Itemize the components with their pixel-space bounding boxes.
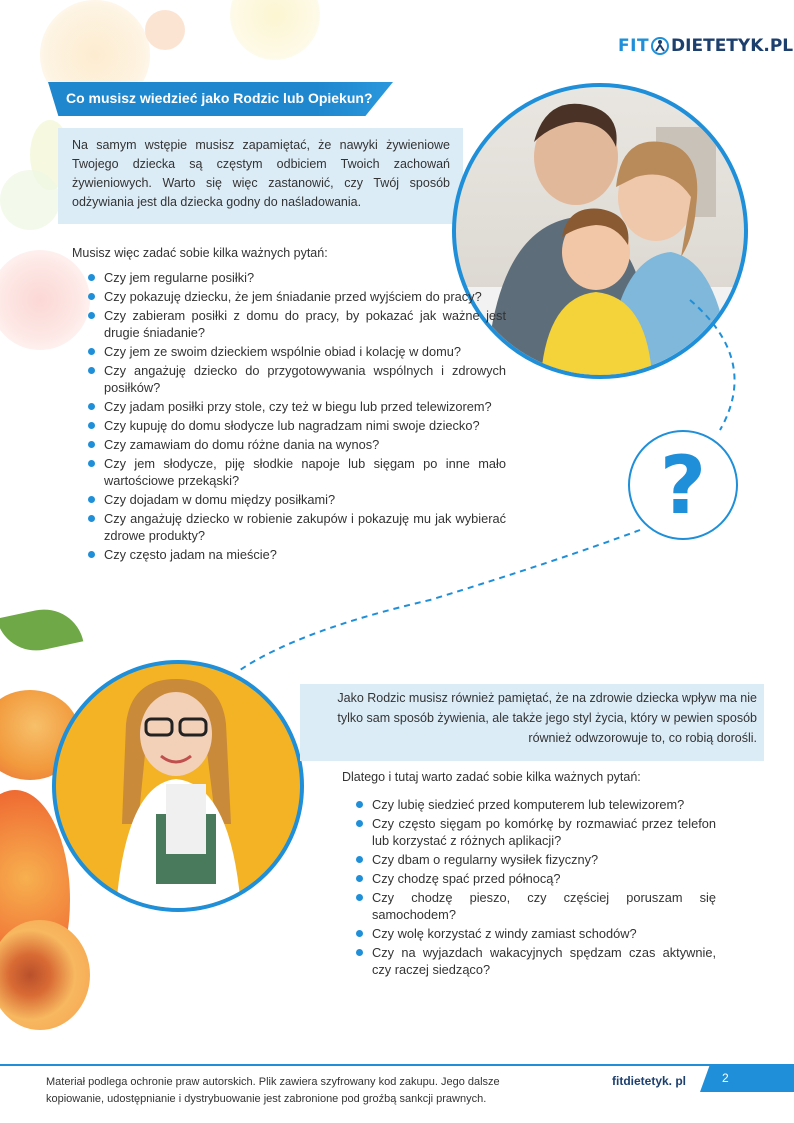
- question-item: Czy często jadam na mieście?: [86, 546, 506, 563]
- page-number-tab: [700, 1066, 794, 1092]
- girl-photo: [52, 660, 304, 912]
- question-item: Czy jadam posiłki przy stole, czy też w biegu lub przed telewizorem?: [86, 398, 506, 415]
- question-item: Czy wolę korzystać z windy zamiast schodów?: [354, 925, 716, 942]
- question-item: Czy jem regularne posiłki?: [86, 269, 506, 286]
- page-number: 2: [722, 1071, 729, 1085]
- copyright-notice: Materiał podlega ochronie praw autorskich. Plik zawiera szyfrowany kod zakupu. Jego dalsze kopiowanie, udostępnianie i dystrybuowanie jest zabronione pod groźbą sankcji prawnych.: [46, 1076, 500, 1105]
- question-item: Czy jem ze swoim dzieckiem wspólnie obiad i kolację w domu?: [86, 343, 506, 360]
- question-item: Czy angażuję dziecko do przygotowywania wspólnych i zdrowych posiłków?: [86, 362, 506, 396]
- question-item: Czy lubię siedzieć przed komputerem lub telewizorem?: [354, 796, 716, 813]
- page-title: Co musisz wiedzieć jako Rodzic lub Opiekun?: [66, 90, 373, 106]
- question-item: Czy dojadam w domu między posiłkami?: [86, 491, 506, 508]
- question-item: Czy zabieram posiłki z domu do pracy, by pokazać jak ważne jest drugie śniadanie?: [86, 307, 506, 341]
- girl-illustration: [56, 664, 300, 908]
- section1-lead: Musisz więc zadać sobie kilka ważnych pytań:: [72, 246, 328, 260]
- question-mark-icon: ?: [659, 438, 707, 532]
- footer-site-link[interactable]: fitdietetyk. pl: [612, 1074, 687, 1088]
- footer-divider: [0, 1064, 794, 1066]
- question-item: Czy pokazuję dziecku, że jem śniadanie przed wyjściem do pracy?: [86, 288, 506, 305]
- question-item: Czy kupuję do domu słodycze lub nagradzam nimi swoje dziecko?: [86, 417, 506, 434]
- question-item: Czy często sięgam po komórkę by rozmawiać przez telefon lub korzystać z różnych aplikacji?: [354, 815, 716, 849]
- intro-text: Na samym wstępie musisz zapamiętać, że nawyki żywieniowe Twojego dziecka są częstym odbiciem Twoich zachowań żywieniowych. Warto się więc zastanowić, czy Twój sposób odżywiania jest dla dziecka godny do naśladowania.: [72, 138, 450, 209]
- section2-lead: Dlatego i tutaj warto zadać sobie kilka ważnych pytań:: [342, 770, 641, 784]
- question-list-2: [354, 796, 716, 980]
- question-item: Czy jem słodycze, piję słodkie napoje lub sięgam po inne mało wartościowe przekąski?: [86, 455, 506, 489]
- question-item: Czy zamawiam do domu różne dania na wynos?: [86, 436, 506, 453]
- question-item: Czy angażuję dziecko w robienie zakupów i pokazuję mu jak wybierać zdrowe produkty?: [86, 510, 506, 544]
- question-item: Czy chodzę pieszo, czy częściej poruszam się samochodem?: [354, 889, 716, 923]
- logo-dietetyk-text: DIETETYK.PL: [671, 36, 794, 56]
- question-item: Czy chodzę spać przed północą?: [354, 870, 716, 887]
- logo-fit-text: FIT: [618, 36, 650, 56]
- question-item: Czy dbam o regularny wysiłek fizyczny?: [354, 851, 716, 868]
- lifestyle-info-text: Jako Rodzic musisz również pamiętać, że na zdrowie dziecka wpływ ma nie tylko sam sposób żywienia, ale także jego styl życia, który w pewien sposób również odwzorowuje to, co robią dorośli.: [337, 691, 757, 745]
- question-item: Czy na wyjazdach wakacyjnych spędzam czas aktywnie, czy raczej siedząco?: [354, 944, 716, 978]
